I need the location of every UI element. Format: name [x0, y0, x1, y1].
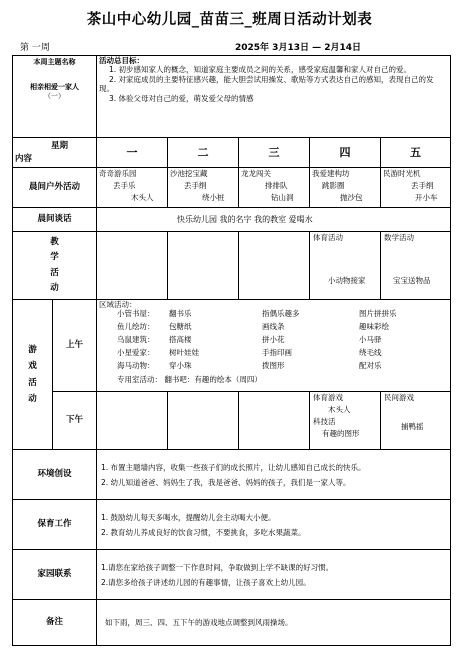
games-label — [13, 300, 53, 450]
theme-label-cell — [13, 56, 97, 138]
zone-item: 配对乐 — [359, 361, 382, 371]
pm-cell-wed — [239, 392, 310, 450]
outdoor-text: 绕小桩 — [202, 193, 225, 202]
weekday-fri: 五 — [381, 138, 451, 168]
outdoor-text: 龙龙闯关 — [241, 169, 271, 178]
outdoor-text: 开小车 — [415, 193, 438, 202]
zone-activities — [97, 300, 451, 392]
theme-label: 本周主题名称 — [33, 58, 76, 66]
games-morning-row — [13, 300, 451, 392]
zone-item: 包糖纸 — [169, 322, 192, 332]
talk-label: 晨间谈话 — [13, 208, 97, 232]
pm-thu-line: 科技活 — [313, 417, 336, 426]
weekday-wed: 三 — [239, 138, 310, 168]
zone-item: 小马驿 — [359, 335, 382, 345]
talk-row — [13, 208, 451, 232]
environment-content — [97, 450, 451, 500]
family-label: 家园联系 — [13, 550, 97, 600]
zone-item: 趣味彩绘 — [359, 322, 389, 332]
pm-fri-line: 捕鸭摇 — [401, 422, 424, 431]
outdoor-cell-mon — [97, 168, 168, 208]
outdoor-text: 奇奇游乐园 — [99, 169, 137, 178]
environment-row — [13, 450, 451, 500]
zone-item: 拨图形 — [262, 361, 285, 371]
care-line: 1. 鼓励幼儿每天多喝水，提醒幼儿会主动喝大小便。 — [101, 512, 276, 522]
zone-name: 乌鼠建筑： — [117, 335, 155, 345]
date-range: 2025年 3月13日 — 2月14日 — [235, 43, 362, 53]
zone-title: 区域活动： — [99, 300, 137, 309]
pm-thu-line: 有趣的图形 — [322, 429, 360, 438]
zone-item: 手指印画 — [262, 348, 292, 358]
teaching-cell-wed — [239, 232, 310, 300]
care-label: 保育工作 — [13, 500, 97, 550]
pm-cell-mon — [97, 392, 168, 450]
outdoor-text: 跳影圈 — [322, 181, 345, 190]
pm-thu-line: 体育游戏 — [313, 393, 343, 402]
outdoor-text: 我爱建构坊 — [312, 169, 350, 178]
games-afternoon-row — [13, 392, 451, 450]
games-morning-label: 上午 — [53, 300, 97, 392]
teaching-label — [13, 232, 97, 300]
theme-name: 相亲相爱一家人 — [30, 82, 79, 91]
environment-label: 环境创设 — [13, 450, 97, 500]
family-content — [97, 550, 451, 600]
zone-item: 拼小花 — [262, 335, 285, 345]
outdoor-cell-tue — [168, 168, 239, 208]
family-line: 2.请您多给孩子讲述幼儿园的有趣事情，让孩子喜欢上幼儿园。 — [101, 577, 311, 587]
care-row — [13, 500, 451, 550]
pm-cell-tue — [168, 392, 239, 450]
pm-cell-thu — [310, 392, 381, 450]
zone-item: 画线条 — [262, 322, 285, 332]
games-label-char: 活 — [28, 377, 37, 388]
weekday-row — [13, 138, 451, 168]
pm-cell-fri — [381, 392, 451, 450]
games-afternoon-label: 下午 — [53, 392, 97, 450]
zone-item: 树叶娃娃 — [169, 348, 199, 358]
teaching-thu-sub: 小动物接家 — [328, 276, 366, 285]
zone-name: 小管书屋： — [117, 309, 155, 319]
outdoor-text: 丢手绢 — [411, 181, 434, 190]
zone-item: 绕毛线 — [359, 348, 382, 358]
zone-name: 海马动物： — [117, 361, 155, 371]
theme-goals — [97, 56, 451, 138]
theme-row — [13, 56, 451, 138]
outdoor-text: 木头人 — [131, 193, 154, 202]
goal-title: 活动总目标： — [99, 56, 144, 65]
zone-name: 鱼儿绘坊： — [117, 322, 155, 332]
games-label-char: 游 — [28, 345, 37, 356]
environment-line: 2. 幼儿知道爸爸、妈妈生了我，我是爸爸、妈妈的孩子，我们是一家人等。 — [101, 477, 351, 487]
outdoor-cell-wed — [239, 168, 310, 208]
corner-weekday: 星期 — [51, 141, 69, 151]
theme-name-sub: （一） — [44, 91, 65, 100]
environment-line: 1. 布置主题墙内容，收集一些孩子们的成长照片，让幼儿感知自己成长的快乐。 — [101, 462, 366, 472]
games-label-char: 戏 — [28, 361, 37, 372]
teaching-cell-fri — [381, 232, 451, 300]
page-title: 茶山中心幼儿园_苗苗三_班周日活动计划表 — [86, 12, 373, 28]
family-row — [13, 550, 451, 600]
outdoor-text: 抛沙包 — [340, 193, 363, 202]
goal-item: 3. 体验父母对自己的爱，萌发爱父母的情感 — [109, 93, 254, 103]
zone-name: 小星爱家： — [117, 348, 155, 358]
outdoor-text: 丢手绢 — [184, 181, 207, 190]
teaching-cell-thu — [310, 232, 381, 300]
outdoor-text: 丢手乐 — [113, 181, 136, 190]
outdoor-text: 钻山洞 — [271, 193, 294, 202]
remarks-text: 如下雨，周三、四、五下午的游戏地点调整到风雨操场。 — [97, 600, 451, 646]
outdoor-text: 沙池挖宝藏 — [170, 169, 208, 178]
zone-item: 指偶乐趣多 — [262, 309, 300, 319]
outdoor-text: 排排队 — [265, 181, 288, 190]
goal-item: 2. 对家庭成员的主要特征感兴趣，能大胆尝试用操发、歌贴等方式表达自己的感知，表现自己的发现。 — [99, 74, 434, 94]
zone-item: 图片拼拼乐 — [359, 309, 397, 319]
teaching-label-char: 动 — [50, 282, 59, 293]
zone-item: 搭高楼 — [169, 335, 192, 345]
teaching-thu-title: 体育活动 — [313, 233, 343, 242]
weekday-corner — [13, 138, 97, 168]
care-content — [97, 500, 451, 550]
teaching-label-char: 教 — [50, 236, 59, 247]
talk-topics: 快乐幼儿园 我的名字 我的教室 爱喝水 — [97, 208, 451, 232]
teaching-fri-title: 数学活动 — [384, 233, 414, 242]
outdoor-label: 晨间户外活动 — [13, 168, 97, 208]
outdoor-cell-thu — [310, 168, 381, 208]
remarks-row — [13, 600, 451, 646]
pm-thu-line: 木头人 — [328, 405, 351, 414]
weekday-thu: 四 — [310, 138, 381, 168]
corner-content: 内容 — [15, 154, 33, 164]
goal-item: 1. 初步感知家人的概念，知道家庭主要成员之间的关系，感受家庭温馨和家人对自己的爱。 — [109, 65, 412, 75]
outdoor-text: 民游时光机 — [383, 169, 421, 178]
remarks-label: 备注 — [13, 600, 97, 646]
pm-fri-line: 民间游戏 — [384, 393, 414, 402]
zone-item: 穿小珠 — [169, 361, 192, 371]
week-label: 第 一周 — [20, 43, 50, 53]
plan-table — [12, 55, 451, 646]
special-room: 专用室活动： 翻书吧：有趣的绘本（周四） — [117, 375, 262, 385]
teaching-fri-sub: 宝宝送物品 — [393, 276, 431, 285]
outdoor-cell-fri — [381, 168, 451, 208]
zone-item: 翻书乐 — [169, 309, 192, 319]
games-label-char: 动 — [28, 393, 37, 404]
family-line: 1.请您在家给孩子调整一下作息时间，争取做到上学不缺课的好习惯。 — [101, 562, 334, 572]
teaching-row — [13, 232, 451, 300]
care-line: 2. 教育幼儿养成良好的饮食习惯，不要挑食，多吃水果蔬菜。 — [101, 527, 306, 537]
teaching-cell-tue — [168, 232, 239, 300]
weekday-tue: 二 — [168, 138, 239, 168]
outdoor-row — [13, 168, 451, 208]
zone-grid — [97, 309, 450, 375]
teaching-cell-mon — [97, 232, 168, 300]
teaching-label-char: 活 — [50, 267, 59, 278]
weekday-mon: 一 — [97, 138, 168, 168]
teaching-label-char: 学 — [50, 252, 59, 263]
